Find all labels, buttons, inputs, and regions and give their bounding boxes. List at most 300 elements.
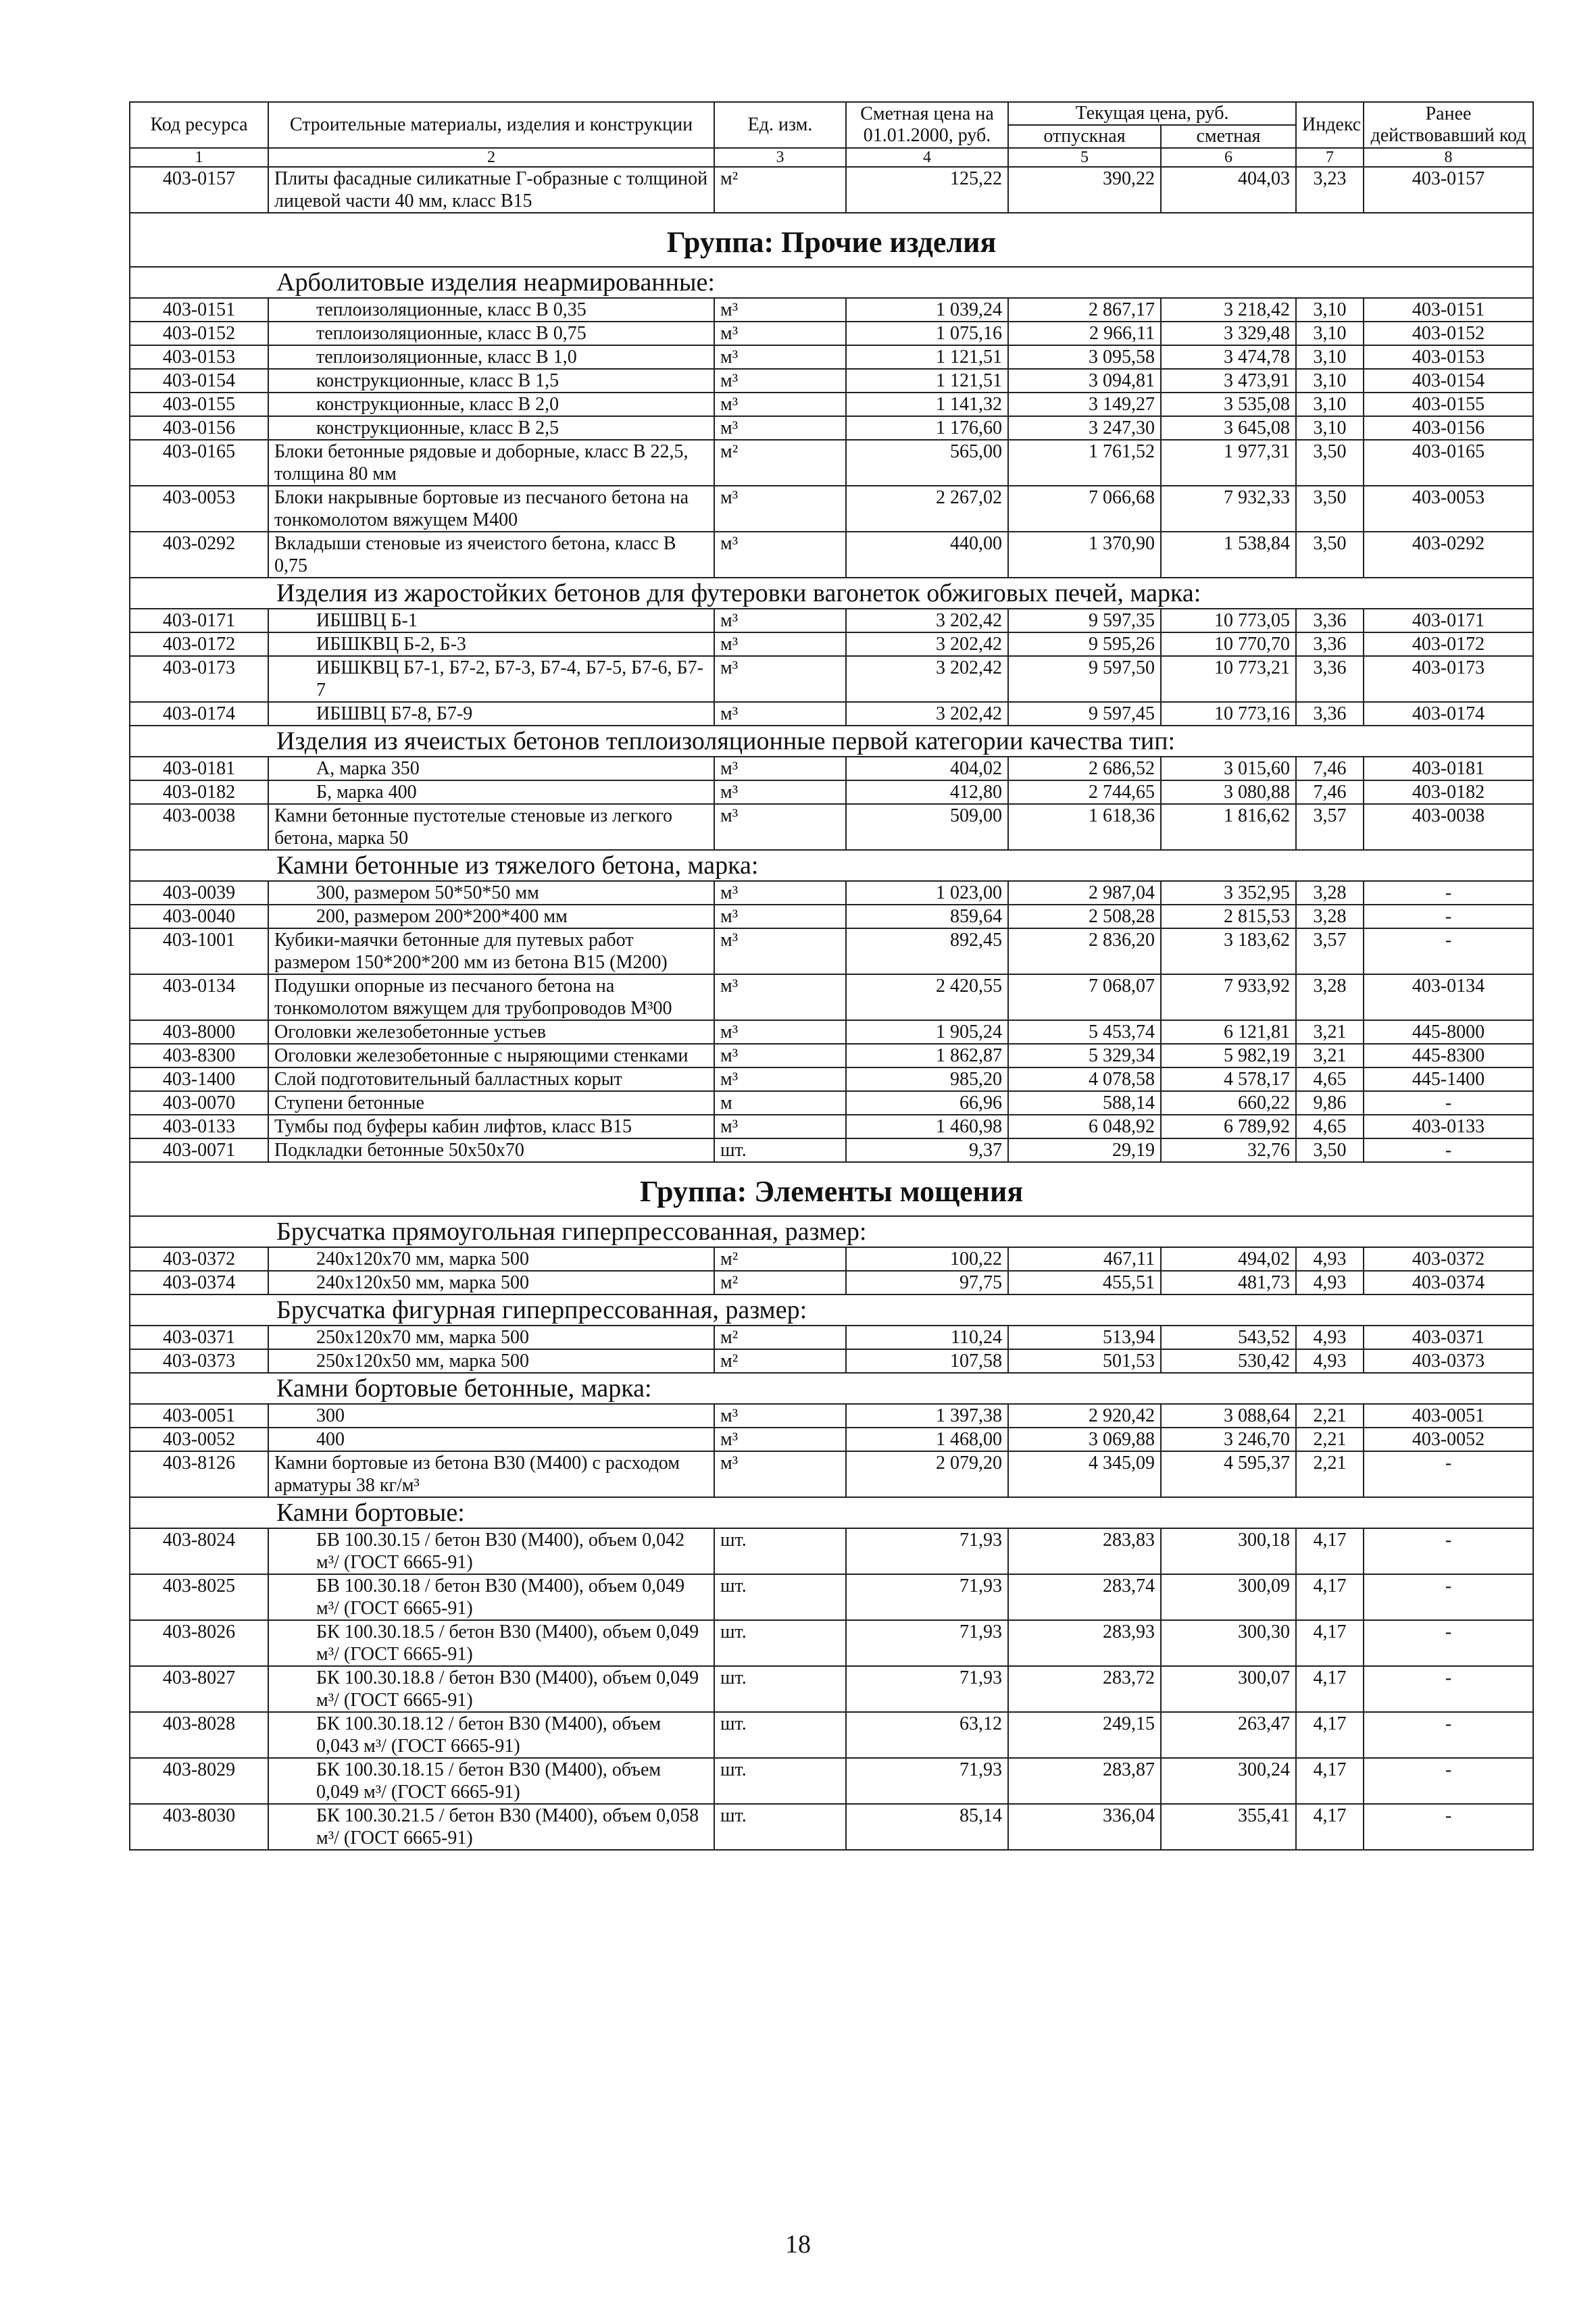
- resource-code-cell: 403-0165: [130, 440, 268, 486]
- base-price-cell: 565,00: [846, 440, 1008, 486]
- material-name-cell: Тумбы под буферы кабин лифтов, класс В15: [268, 1115, 714, 1138]
- table-row: [130, 780, 1533, 804]
- table-row: [130, 757, 1533, 780]
- material-name-cell: Плиты фасадные силикатные Г-образные с толщиной лицевой части 40 мм, класс В15: [268, 167, 714, 213]
- resource-code-cell: 403-0038: [130, 804, 268, 850]
- estimate-price-cell: 3 474,78: [1161, 345, 1296, 369]
- estimate-price-cell: 3 246,70: [1161, 1428, 1296, 1451]
- material-name-cell: БВ 100.30.15 / бетон В30 (М400), объем 0,042 м³/ (ГОСТ 6665-91): [268, 1528, 714, 1574]
- estimate-price-cell: 481,73: [1161, 1271, 1296, 1294]
- material-name-cell: Блоки накрывные бортовые из песчаного бетона на тонкомолотом вяжущем М400: [268, 486, 714, 532]
- table-row: [130, 1067, 1533, 1091]
- estimate-price-cell: 3 015,60: [1161, 757, 1296, 780]
- release-price-cell: 6 048,92: [1008, 1115, 1161, 1138]
- subgroup-heading: Камни бетонные из тяжелого бетона, марка:: [130, 850, 1533, 881]
- unit-cell: м³: [714, 1067, 846, 1091]
- release-price-cell: 2 867,17: [1008, 298, 1161, 322]
- resource-code-cell: 403-8024: [130, 1528, 268, 1574]
- index-cell: 4,17: [1296, 1528, 1364, 1574]
- material-name-cell: Слой подготовительный балластных корыт: [268, 1067, 714, 1091]
- base-price-cell: 71,93: [846, 1666, 1008, 1712]
- previous-code-cell: -: [1364, 1138, 1533, 1162]
- index-cell: 3,50: [1296, 486, 1364, 532]
- index-cell: 3,28: [1296, 905, 1364, 928]
- table-row: [130, 322, 1533, 345]
- previous-code-cell: 403-0153: [1364, 345, 1533, 369]
- material-name-cell: БК 100.30.18.12 / бетон В30 (М400), объем 0,043 м³/ (ГОСТ 6665-91): [268, 1712, 714, 1758]
- previous-code-cell: 445-8300: [1364, 1044, 1533, 1067]
- unit-cell: м³: [714, 804, 846, 850]
- table-row: [130, 905, 1533, 928]
- material-name-cell: БК 100.30.18.5 / бетон В30 (М400), объем 0,049 м³/ (ГОСТ 6665-91): [268, 1620, 714, 1666]
- material-name-cell: 240х120х50 мм, марка 500: [268, 1271, 714, 1294]
- base-price-cell: 63,12: [846, 1712, 1008, 1758]
- previous-code-cell: 403-0152: [1364, 322, 1533, 345]
- estimate-price-cell: 32,76: [1161, 1138, 1296, 1162]
- unit-cell: м³: [714, 1428, 846, 1451]
- base-price-cell: 1 397,38: [846, 1404, 1008, 1428]
- column-number: 7: [1296, 148, 1364, 167]
- group-heading-row: [130, 1162, 1533, 1216]
- base-price-cell: 1 176,60: [846, 416, 1008, 440]
- base-price-cell: 404,02: [846, 757, 1008, 780]
- base-price-cell: 985,20: [846, 1067, 1008, 1091]
- table-row: [130, 928, 1533, 974]
- resource-code-cell: 403-0371: [130, 1326, 268, 1349]
- header-prev-code: Ранее действовавший код: [1364, 102, 1533, 148]
- material-name-cell: Б, марка 400: [268, 780, 714, 804]
- release-price-cell: 283,74: [1008, 1574, 1161, 1620]
- previous-code-cell: 403-0374: [1364, 1271, 1533, 1294]
- base-price-cell: 100,22: [846, 1247, 1008, 1271]
- index-cell: 4,93: [1296, 1349, 1364, 1373]
- estimate-price-cell: 300,07: [1161, 1666, 1296, 1712]
- index-cell: 3,10: [1296, 298, 1364, 322]
- estimate-price-cell: 3 352,95: [1161, 881, 1296, 905]
- base-price-cell: 107,58: [846, 1349, 1008, 1373]
- release-price-cell: 2 966,11: [1008, 322, 1161, 345]
- previous-code-cell: 403-0171: [1364, 609, 1533, 632]
- release-price-cell: 588,14: [1008, 1091, 1161, 1115]
- base-price-cell: 71,93: [846, 1528, 1008, 1574]
- estimate-price-cell: 3 088,64: [1161, 1404, 1296, 1428]
- index-cell: 4,17: [1296, 1712, 1364, 1758]
- previous-code-cell: -: [1364, 1451, 1533, 1497]
- material-name-cell: теплоизоляционные, класс В 0,35: [268, 298, 714, 322]
- release-price-cell: 390,22: [1008, 167, 1161, 213]
- resource-code-cell: 403-8025: [130, 1574, 268, 1620]
- column-number-row: [130, 148, 1533, 167]
- base-price-cell: 85,14: [846, 1804, 1008, 1850]
- estimate-price-cell: 300,24: [1161, 1758, 1296, 1804]
- estimate-price-cell: 1 816,62: [1161, 804, 1296, 850]
- subgroup-heading-row: [130, 1373, 1533, 1404]
- base-price-cell: 125,22: [846, 167, 1008, 213]
- estimate-price-cell: 10 773,05: [1161, 609, 1296, 632]
- base-price-cell: 71,93: [846, 1758, 1008, 1804]
- group-heading-row: [130, 213, 1533, 267]
- material-name-cell: Вкладыши стеновые из ячеистого бетона, класс В 0,75: [268, 532, 714, 578]
- base-price-cell: 1 460,98: [846, 1115, 1008, 1138]
- table-row: [130, 609, 1533, 632]
- material-name-cell: ИБШКВЦ Б7-1, Б7-2, Б7-3, Б7-4, Б7-5, Б7-6, Б7-7: [268, 656, 714, 702]
- estimate-price-cell: 3 329,48: [1161, 322, 1296, 345]
- estimate-price-cell: 494,02: [1161, 1247, 1296, 1271]
- resource-code-cell: 403-0040: [130, 905, 268, 928]
- table-row: [130, 1404, 1533, 1428]
- release-price-cell: 2 836,20: [1008, 928, 1161, 974]
- index-cell: 4,17: [1296, 1666, 1364, 1712]
- unit-cell: м³: [714, 656, 846, 702]
- table-row: [130, 1528, 1533, 1574]
- subgroup-heading: Изделия из ячеистых бетонов теплоизоляционные первой категории качества тип:: [130, 726, 1533, 757]
- previous-code-cell: 403-0182: [1364, 780, 1533, 804]
- previous-code-cell: 403-0373: [1364, 1349, 1533, 1373]
- previous-code-cell: 403-0181: [1364, 757, 1533, 780]
- unit-cell: м³: [714, 757, 846, 780]
- unit-cell: м³: [714, 928, 846, 974]
- unit-cell: м³: [714, 532, 846, 578]
- estimate-price-cell: 3 183,62: [1161, 928, 1296, 974]
- previous-code-cell: 403-0372: [1364, 1247, 1533, 1271]
- base-price-cell: 1 862,87: [846, 1044, 1008, 1067]
- base-price-cell: 2 079,20: [846, 1451, 1008, 1497]
- subgroup-heading-row: [130, 267, 1533, 298]
- previous-code-cell: 403-0051: [1364, 1404, 1533, 1428]
- table-row: [130, 632, 1533, 656]
- table-row: [130, 1326, 1533, 1349]
- estimate-price-cell: 3 645,08: [1161, 416, 1296, 440]
- unit-cell: м³: [714, 881, 846, 905]
- estimate-price-cell: 10 773,16: [1161, 702, 1296, 726]
- group-heading: Группа: Элементы мощения: [130, 1162, 1533, 1216]
- base-price-cell: 3 202,42: [846, 632, 1008, 656]
- unit-cell: м³: [714, 1020, 846, 1044]
- material-name-cell: 400: [268, 1428, 714, 1451]
- unit-cell: шт.: [714, 1574, 846, 1620]
- header-current-price: Текущая цена, руб.: [1008, 102, 1296, 125]
- table-row: [130, 345, 1533, 369]
- resource-code-cell: 403-0292: [130, 532, 268, 578]
- index-cell: 3,21: [1296, 1044, 1364, 1067]
- material-name-cell: БВ 100.30.18 / бетон В30 (М400), объем 0,049 м³/ (ГОСТ 6665-91): [268, 1574, 714, 1620]
- subgroup-heading-row: [130, 578, 1533, 609]
- material-name-cell: Кубики-маячки бетонные для путевых работ размером 150*200*200 мм из бетона В15 (М200): [268, 928, 714, 974]
- unit-cell: м³: [714, 609, 846, 632]
- unit-cell: шт.: [714, 1620, 846, 1666]
- base-price-cell: 97,75: [846, 1271, 1008, 1294]
- resource-code-cell: 403-0152: [130, 322, 268, 345]
- table-row: [130, 804, 1533, 850]
- release-price-cell: 3 247,30: [1008, 416, 1161, 440]
- table-row: [130, 1271, 1533, 1294]
- table-row: [130, 298, 1533, 322]
- release-price-cell: 5 329,34: [1008, 1044, 1161, 1067]
- base-price-cell: 1 121,51: [846, 369, 1008, 393]
- index-cell: 4,17: [1296, 1758, 1364, 1804]
- material-name-cell: БК 100.30.18.15 / бетон В30 (М400), объем 0,049 м³/ (ГОСТ 6665-91): [268, 1758, 714, 1804]
- material-name-cell: ИБШВЦ Б-1: [268, 609, 714, 632]
- index-cell: 4,17: [1296, 1574, 1364, 1620]
- resource-code-cell: 403-0157: [130, 167, 268, 213]
- unit-cell: м³: [714, 1404, 846, 1428]
- release-price-cell: 1 761,52: [1008, 440, 1161, 486]
- subgroup-heading: Изделия из жаростойких бетонов для футеровки вагонеток обжиговых печей, марка:: [130, 578, 1533, 609]
- previous-code-cell: 403-0155: [1364, 393, 1533, 416]
- column-number: 2: [268, 148, 714, 167]
- resource-code-cell: 403-8030: [130, 1804, 268, 1850]
- unit-cell: м: [714, 1091, 846, 1115]
- unit-cell: м³: [714, 486, 846, 532]
- material-name-cell: 250х120х50 мм, марка 500: [268, 1349, 714, 1373]
- base-price-cell: 3 202,42: [846, 609, 1008, 632]
- resource-code-cell: 403-0181: [130, 757, 268, 780]
- base-price-cell: 1 039,24: [846, 298, 1008, 322]
- estimate-price-cell: 4 578,17: [1161, 1067, 1296, 1091]
- resource-code-cell: 403-8027: [130, 1666, 268, 1712]
- resource-code-cell: 403-0133: [130, 1115, 268, 1138]
- release-price-cell: 2 744,65: [1008, 780, 1161, 804]
- resource-code-cell: 403-0372: [130, 1247, 268, 1271]
- base-price-cell: 1 141,32: [846, 393, 1008, 416]
- subgroup-heading: Брусчатка фигурная гиперпрессованная, размер:: [130, 1294, 1533, 1326]
- unit-cell: м³: [714, 345, 846, 369]
- base-price-cell: 440,00: [846, 532, 1008, 578]
- index-cell: 4,93: [1296, 1271, 1364, 1294]
- unit-cell: шт.: [714, 1758, 846, 1804]
- index-cell: 2,21: [1296, 1428, 1364, 1451]
- base-price-cell: 412,80: [846, 780, 1008, 804]
- unit-cell: м³: [714, 905, 846, 928]
- resource-code-cell: 403-0071: [130, 1138, 268, 1162]
- previous-code-cell: 403-0157: [1364, 167, 1533, 213]
- table-row: [130, 656, 1533, 702]
- index-cell: 7,46: [1296, 780, 1364, 804]
- material-name-cell: ИБШКВЦ Б-2, Б-3: [268, 632, 714, 656]
- release-price-cell: 283,93: [1008, 1620, 1161, 1666]
- release-price-cell: 283,72: [1008, 1666, 1161, 1712]
- previous-code-cell: 403-0052: [1364, 1428, 1533, 1451]
- table-row: [130, 974, 1533, 1020]
- release-price-cell: 249,15: [1008, 1712, 1161, 1758]
- resource-code-cell: 403-0151: [130, 298, 268, 322]
- unit-cell: м²: [714, 440, 846, 486]
- release-price-cell: 455,51: [1008, 1271, 1161, 1294]
- previous-code-cell: 403-0173: [1364, 656, 1533, 702]
- unit-cell: м³: [714, 1044, 846, 1067]
- base-price-cell: 2 267,02: [846, 486, 1008, 532]
- estimate-price-cell: 10 770,70: [1161, 632, 1296, 656]
- subgroup-heading-row: [130, 726, 1533, 757]
- table-row: [130, 1712, 1533, 1758]
- estimate-price-cell: 300,09: [1161, 1574, 1296, 1620]
- previous-code-cell: 403-0172: [1364, 632, 1533, 656]
- resource-code-cell: 403-0039: [130, 881, 268, 905]
- unit-cell: м³: [714, 322, 846, 345]
- resource-code-cell: 403-0155: [130, 393, 268, 416]
- base-price-cell: 2 420,55: [846, 974, 1008, 1020]
- unit-cell: м³: [714, 780, 846, 804]
- resource-code-cell: 403-0373: [130, 1349, 268, 1373]
- release-price-cell: 283,83: [1008, 1528, 1161, 1574]
- index-cell: 3,57: [1296, 928, 1364, 974]
- estimate-price-cell: 355,41: [1161, 1804, 1296, 1850]
- estimate-price-cell: 3 218,42: [1161, 298, 1296, 322]
- table-row: [130, 1044, 1533, 1067]
- release-price-cell: 4 078,58: [1008, 1067, 1161, 1091]
- material-name-cell: Оголовки железобетонные с ныряющими стенками: [268, 1044, 714, 1067]
- resource-code-cell: 403-8126: [130, 1451, 268, 1497]
- resource-code-cell: 403-8028: [130, 1712, 268, 1758]
- resource-code-cell: 403-0154: [130, 369, 268, 393]
- unit-cell: шт.: [714, 1804, 846, 1850]
- previous-code-cell: -: [1364, 1620, 1533, 1666]
- table-row: [130, 416, 1533, 440]
- estimate-price-cell: 404,03: [1161, 167, 1296, 213]
- previous-code-cell: 403-0292: [1364, 532, 1533, 578]
- index-cell: 4,65: [1296, 1067, 1364, 1091]
- table-row: [130, 1115, 1533, 1138]
- estimate-price-cell: 4 595,37: [1161, 1451, 1296, 1497]
- index-cell: 9,86: [1296, 1091, 1364, 1115]
- material-name-cell: Ступени бетонные: [268, 1091, 714, 1115]
- material-name-cell: 300: [268, 1404, 714, 1428]
- index-cell: 3,10: [1296, 416, 1364, 440]
- resource-code-cell: 403-0173: [130, 656, 268, 702]
- previous-code-cell: 445-1400: [1364, 1067, 1533, 1091]
- index-cell: 3,36: [1296, 702, 1364, 726]
- column-number: 5: [1008, 148, 1161, 167]
- base-price-cell: 110,24: [846, 1326, 1008, 1349]
- estimate-price-cell: 3 473,91: [1161, 369, 1296, 393]
- resource-code-cell: 403-0070: [130, 1091, 268, 1115]
- release-price-cell: 3 069,88: [1008, 1428, 1161, 1451]
- resource-code-cell: 403-0153: [130, 345, 268, 369]
- column-number: 4: [846, 148, 1008, 167]
- estimate-price-cell: 3 080,88: [1161, 780, 1296, 804]
- estimate-price-cell: 263,47: [1161, 1712, 1296, 1758]
- base-price-cell: 71,93: [846, 1620, 1008, 1666]
- previous-code-cell: 403-0133: [1364, 1115, 1533, 1138]
- release-price-cell: 3 094,81: [1008, 369, 1161, 393]
- release-price-cell: 9 597,45: [1008, 702, 1161, 726]
- release-price-cell: 467,11: [1008, 1247, 1161, 1271]
- material-name-cell: Блоки бетонные рядовые и доборные, класс В 22,5, толщина 80 мм: [268, 440, 714, 486]
- release-price-cell: 3 095,58: [1008, 345, 1161, 369]
- previous-code-cell: -: [1364, 1758, 1533, 1804]
- index-cell: 2,21: [1296, 1404, 1364, 1428]
- index-cell: 3,28: [1296, 974, 1364, 1020]
- resource-code-cell: 403-0374: [130, 1271, 268, 1294]
- estimate-price-cell: 10 773,21: [1161, 656, 1296, 702]
- base-price-cell: 1 905,24: [846, 1020, 1008, 1044]
- estimate-price-cell: 300,18: [1161, 1528, 1296, 1574]
- resource-code-cell: 403-1400: [130, 1067, 268, 1091]
- previous-code-cell: -: [1364, 1574, 1533, 1620]
- resource-code-cell: 403-0052: [130, 1428, 268, 1451]
- material-name-cell: теплоизоляционные, класс В 1,0: [268, 345, 714, 369]
- page-number: 18: [785, 2230, 811, 2259]
- index-cell: 3,28: [1296, 881, 1364, 905]
- table-row: [130, 1138, 1533, 1162]
- table-row: [130, 1091, 1533, 1115]
- estimate-price-cell: 660,22: [1161, 1091, 1296, 1115]
- table-row: [130, 1020, 1533, 1044]
- index-cell: 4,65: [1296, 1115, 1364, 1138]
- subgroup-heading-row: [130, 1497, 1533, 1528]
- index-cell: 4,93: [1296, 1247, 1364, 1271]
- subgroup-heading-row: [130, 1216, 1533, 1247]
- subgroup-heading-row: [130, 1294, 1533, 1326]
- material-name-cell: А, марка 350: [268, 757, 714, 780]
- previous-code-cell: 445-8000: [1364, 1020, 1533, 1044]
- index-cell: 3,57: [1296, 804, 1364, 850]
- material-name-cell: Подкладки бетонные 50х50х70: [268, 1138, 714, 1162]
- release-price-cell: 9 597,50: [1008, 656, 1161, 702]
- estimate-price-cell: 3 535,08: [1161, 393, 1296, 416]
- material-name-cell: Оголовки железобетонные устьев: [268, 1020, 714, 1044]
- estimate-price-cell: 300,30: [1161, 1620, 1296, 1666]
- unit-cell: м²: [714, 1247, 846, 1271]
- index-cell: 3,36: [1296, 609, 1364, 632]
- base-price-cell: 509,00: [846, 804, 1008, 850]
- table-row: [130, 1574, 1533, 1620]
- release-price-cell: 2 987,04: [1008, 881, 1161, 905]
- material-name-cell: Камни бортовые из бетона В30 (М400) с расходом арматуры 38 кг/м³: [268, 1451, 714, 1497]
- estimate-price-cell: 530,42: [1161, 1349, 1296, 1373]
- index-cell: 4,17: [1296, 1804, 1364, 1850]
- previous-code-cell: 403-0151: [1364, 298, 1533, 322]
- release-price-cell: 7 066,68: [1008, 486, 1161, 532]
- base-price-cell: 1 468,00: [846, 1428, 1008, 1451]
- resource-code-cell: 403-1001: [130, 928, 268, 974]
- resource-code-cell: 403-0171: [130, 609, 268, 632]
- resource-code-cell: 403-8026: [130, 1620, 268, 1666]
- index-cell: 3,23: [1296, 167, 1364, 213]
- base-price-cell: 859,64: [846, 905, 1008, 928]
- header-release-price: отпускная: [1008, 125, 1161, 148]
- table-row: [130, 393, 1533, 416]
- release-price-cell: 5 453,74: [1008, 1020, 1161, 1044]
- index-cell: 2,21: [1296, 1451, 1364, 1497]
- release-price-cell: 513,94: [1008, 1326, 1161, 1349]
- resource-code-cell: 403-0051: [130, 1404, 268, 1428]
- base-price-cell: 71,93: [846, 1574, 1008, 1620]
- release-price-cell: 336,04: [1008, 1804, 1161, 1850]
- estimate-price-cell: 7 932,33: [1161, 486, 1296, 532]
- material-name-cell: БК 100.30.18.8 / бетон В30 (М400), объем 0,049 м³/ (ГОСТ 6665-91): [268, 1666, 714, 1712]
- resource-code-cell: 403-8000: [130, 1020, 268, 1044]
- header-base-price: Сметная цена на 01.01.2000, руб.: [846, 102, 1008, 148]
- header-unit: Ед. изм.: [714, 102, 846, 148]
- resource-code-cell: 403-0053: [130, 486, 268, 532]
- unit-cell: шт.: [714, 1712, 846, 1758]
- table-row: [130, 369, 1533, 393]
- release-price-cell: 4 345,09: [1008, 1451, 1161, 1497]
- resource-code-cell: 403-0182: [130, 780, 268, 804]
- release-price-cell: 7 068,07: [1008, 974, 1161, 1020]
- previous-code-cell: 403-0134: [1364, 974, 1533, 1020]
- table-header: [130, 102, 1533, 167]
- previous-code-cell: 403-0154: [1364, 369, 1533, 393]
- material-name-cell: ИБШВЦ Б7-8, Б7-9: [268, 702, 714, 726]
- estimate-price-cell: 5 982,19: [1161, 1044, 1296, 1067]
- resource-code-cell: 403-8300: [130, 1044, 268, 1067]
- previous-code-cell: -: [1364, 1666, 1533, 1712]
- unit-cell: м³: [714, 974, 846, 1020]
- index-cell: 3,10: [1296, 393, 1364, 416]
- resource-code-cell: 403-8029: [130, 1758, 268, 1804]
